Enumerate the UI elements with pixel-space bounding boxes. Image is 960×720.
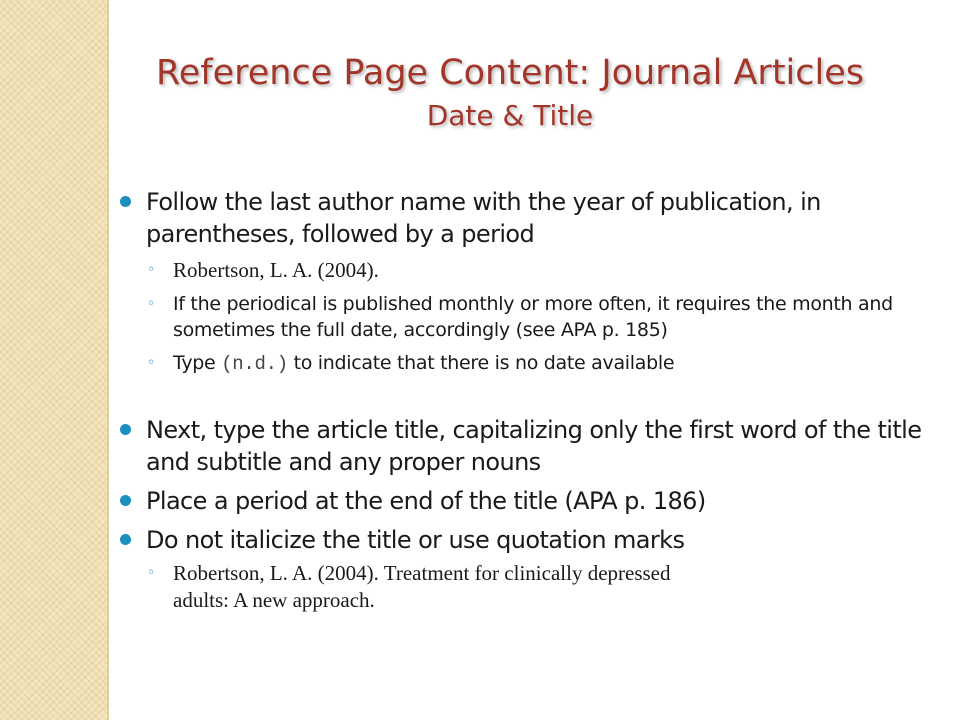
bullet-text: Next, type the article title, capitalizing only the first word of the title and subtitle and any proper nouns (146, 416, 922, 476)
sub-bullet-text-pre: Type (173, 352, 216, 374)
hollow-bullet-icon: ◦ (147, 262, 155, 278)
slide-subtitle: Date & Title (426, 99, 594, 132)
sub-bullet-text: If the periodical is published monthly or more often, it requires the month and sometimes the full date, accordingly (see APA p. 185) (173, 293, 893, 341)
bullet-text: Place a period at the end of the title (APA p. 186) (146, 487, 706, 515)
bullet-text: Do not italicize the title or use quotation marks (146, 526, 685, 554)
bullet-year-of-publication (120, 186, 935, 250)
slide-title: Reference Page Content: Journal Articles (155, 53, 865, 93)
sub-bullet-no-date (120, 350, 935, 377)
bullet-dot-icon (120, 495, 131, 506)
side-divider (107, 0, 109, 720)
slide-body (120, 186, 935, 621)
bullet-dot-icon (120, 534, 131, 545)
bullet-dot-icon (120, 424, 131, 435)
sub-bullet-text-post: to indicate that there is no date available (293, 352, 675, 374)
no-date-code: (n.d.) (221, 353, 288, 375)
bullet-dot-icon (120, 196, 131, 207)
slide-title-block (130, 48, 890, 134)
hollow-bullet-icon: ◦ (147, 296, 155, 312)
hollow-bullet-icon: ◦ (147, 355, 155, 371)
bullet-article-title (120, 414, 935, 478)
bullet-no-italics (120, 524, 935, 556)
decorative-side-strip (0, 0, 107, 720)
bullet-text: Follow the last author name with the year of publication, in parentheses, followed by a period (146, 188, 821, 248)
example-citation-with-title: Robertson, L. A. (2004). Treatment for clinically depressed adults: A new approach. (173, 561, 671, 612)
sub-bullet-year-example (120, 257, 935, 284)
hollow-bullet-icon: ◦ (147, 565, 155, 581)
sub-bullet-title-example (120, 560, 935, 614)
example-citation: Robertson, L. A. (2004). (173, 258, 379, 282)
sub-bullet-monthly-periodical (120, 291, 935, 343)
bullet-title-period (120, 485, 935, 517)
